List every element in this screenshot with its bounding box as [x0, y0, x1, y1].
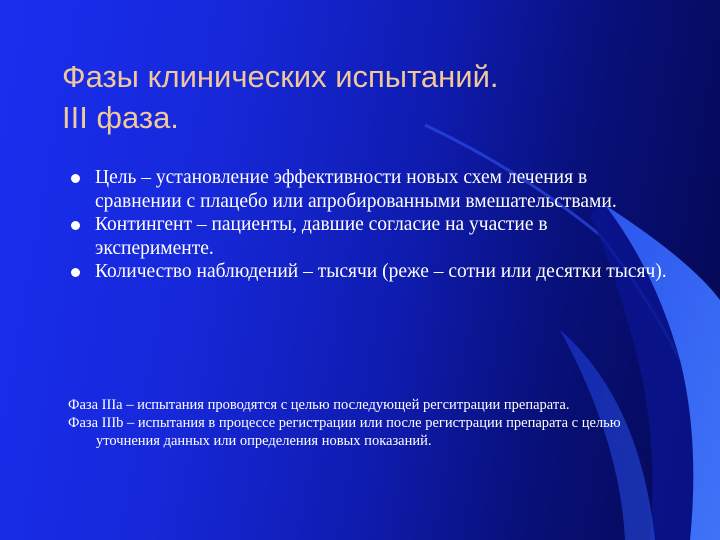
bullet-text: Количество наблюдений – тысячи (реже – сотни или десятки тысяч). — [95, 261, 667, 282]
bullet-item-goal — [70, 166, 670, 213]
bullet-item-contingent — [70, 213, 670, 260]
bullet-item-observations — [70, 260, 670, 284]
note-phase-3b: Фаза IIIb – испытания в процессе регистрации или после регистрации препарата с целью уточнения данных или определения новых показаний. — [68, 415, 621, 449]
title-line-2: III фаза. — [62, 100, 179, 135]
note-phase-3a: Фаза IIIa – испытания проводятся с целью последующей регситрации препарата. — [68, 397, 570, 413]
bullet-list — [70, 166, 670, 284]
bullet-dot-icon — [71, 221, 80, 230]
title-line-1: Фазы клинических испытаний. — [62, 59, 499, 94]
bullet-text: Цель – установление эффективности новых схем лечения в сравнении с плацебо или апробированными вмешательствами. — [95, 167, 617, 212]
bullet-dot-icon — [71, 268, 80, 277]
bullet-text: Контингент – пациенты, давшие согласие на участие в эксперименте. — [95, 214, 548, 259]
bullet-dot-icon — [71, 174, 80, 183]
phase-notes — [68, 396, 638, 450]
slide-title — [62, 56, 662, 138]
